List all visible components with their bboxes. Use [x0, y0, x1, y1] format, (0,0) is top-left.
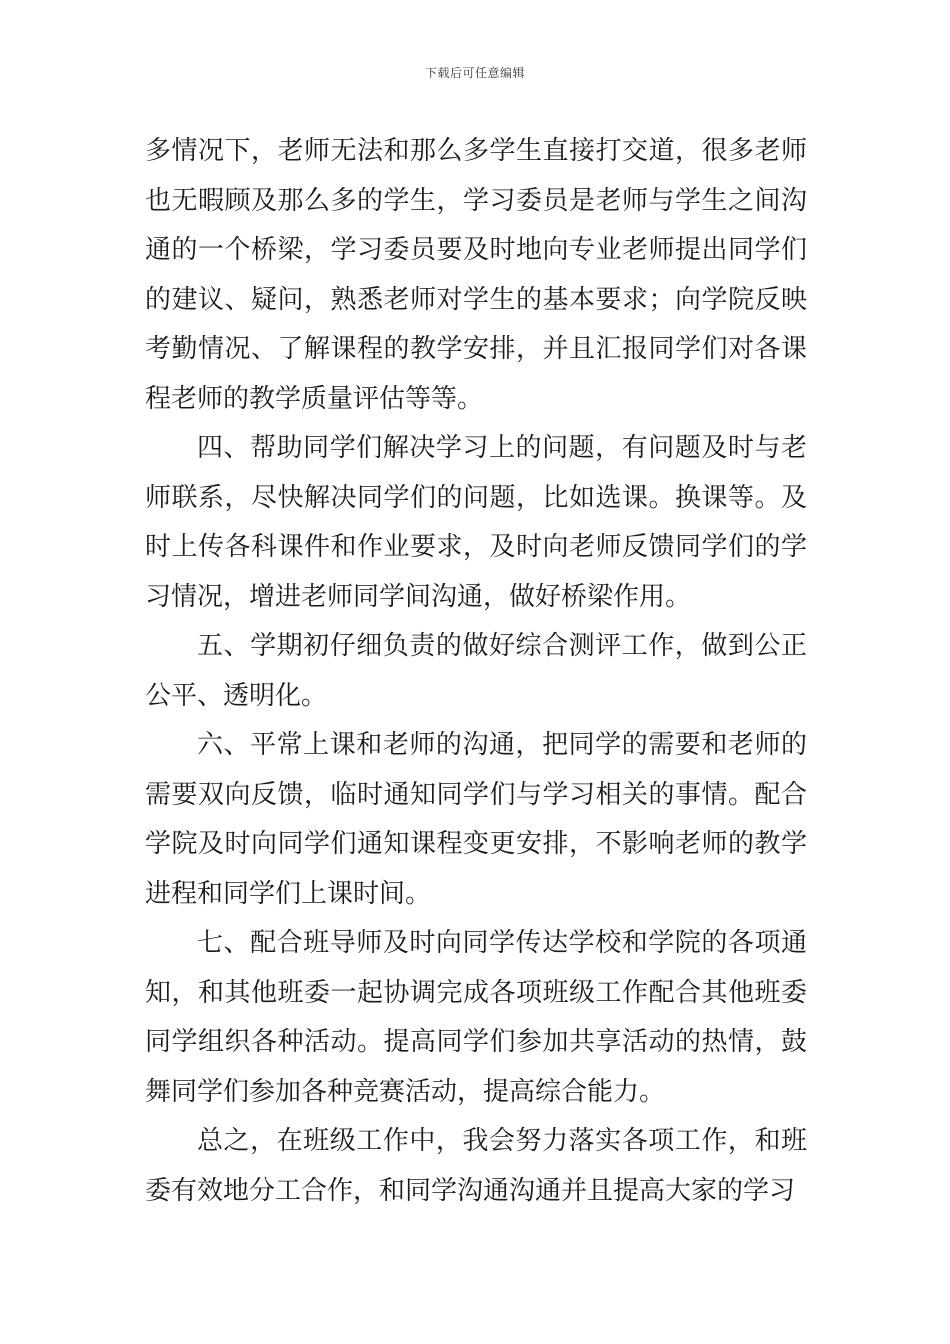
- paragraph-continuation: 多情况下，老师无法和那么多学生直接打交道，很多老师也无暇顾及那么多的学生，学习委员是老师与学生之间沟通的一个桥梁，学习委员要及时地向专业老师提出同学们的建议、疑问，熟悉老师对学生的基本要求；向学院反映考勤情况、了解课程的教学安排，并且汇报同学们对各课程老师的教学质量评估等等。: [145, 136, 807, 414]
- paragraph-summary: 总之，在班级工作中，我会努力落实各项工作，和班委有效地分工合作，和同学沟通沟通并且提高大家的学习: [145, 1126, 807, 1206]
- paragraph-item-4: 四、帮助同学们解决学习上的问题，有问题及时与老师联系，尽快解决同学们的问题，比如选课。换课等。及时上传各科课件和作业要求，及时向老师反馈同学们的学习情况，增进老师同学间沟通，做好桥梁作用。: [145, 433, 807, 612]
- paragraph-item-7: 七、配合班导师及时向同学传达学校和学院的各项通知，和其他班委一起协调完成各项班级工作配合其他班委同学组织各种活动。提高同学们参加共享活动的热情，鼓舞同学们参加各种竞赛活动，提高综合能力。: [145, 928, 807, 1107]
- paragraph-item-6: 六、平常上课和老师的沟通，把同学的需要和老师的需要双向反馈，临时通知同学们与学习相关的事情。配合学院及时向同学们通知课程变更安排，不影响老师的教学进程和同学们上课时间。: [145, 730, 807, 909]
- paragraph-item-5: 五、学期初仔细负责的做好综合测评工作，做到公正公平、透明化。: [145, 631, 807, 711]
- document-body: [145, 127, 807, 1216]
- header-note: 下载后可任意编辑: [424, 66, 525, 80]
